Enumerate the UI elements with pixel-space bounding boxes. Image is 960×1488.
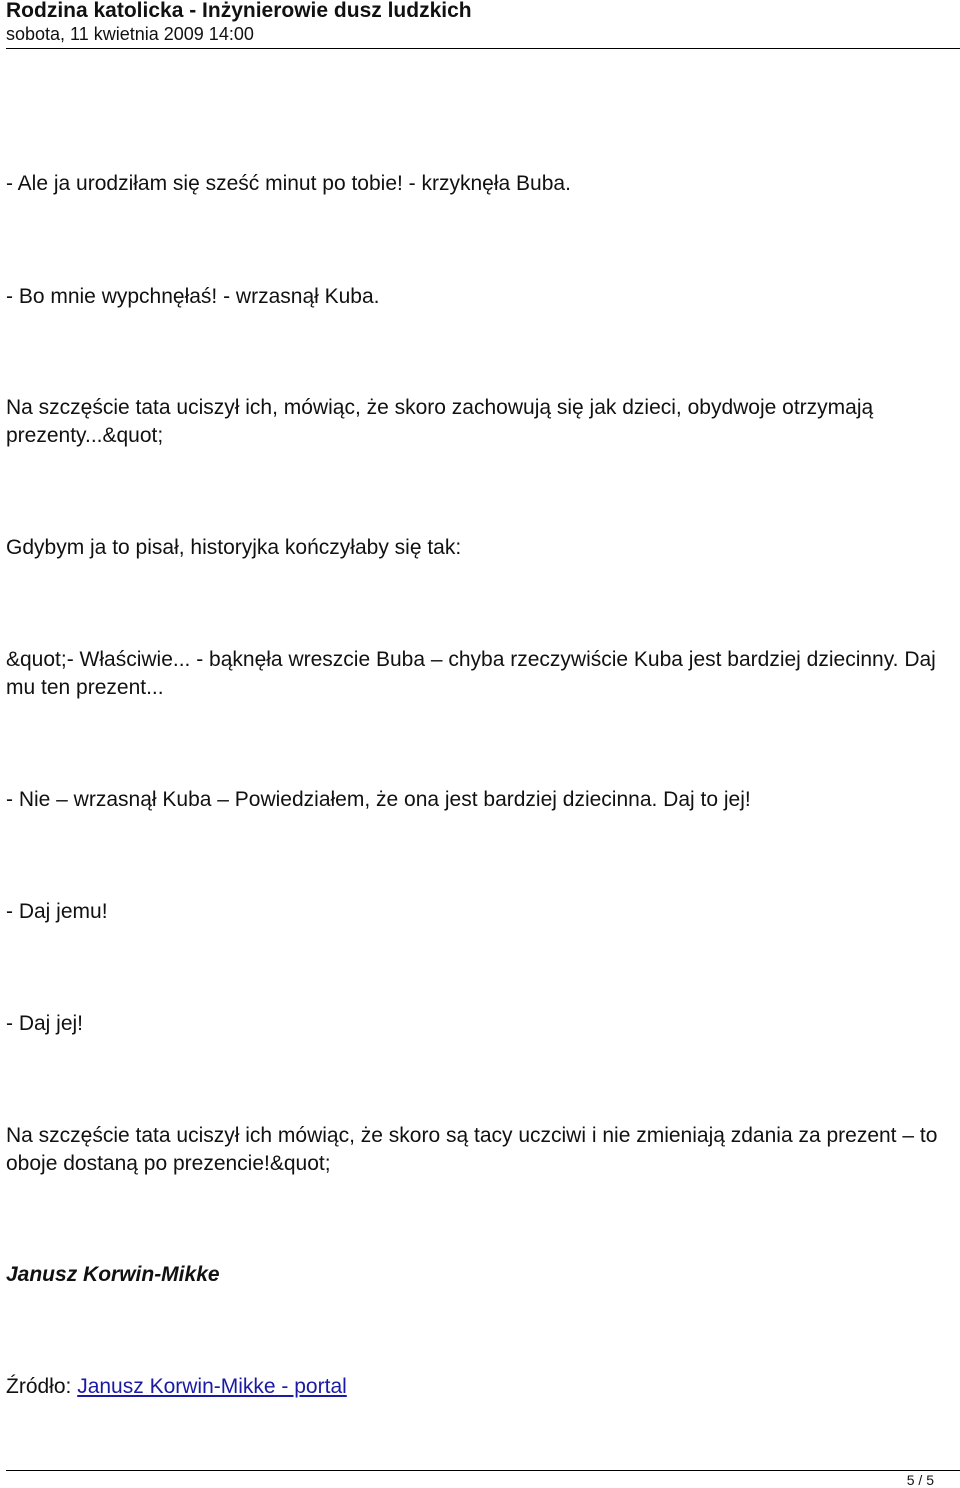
source-link[interactable]: Janusz Korwin-Mikke - portal bbox=[77, 1375, 347, 1398]
paragraph-3: Na szczęście tata uciszył ich, mówiąc, że skoro zachowują się jak dzieci, obydwoje otrzymają prezenty...&quot; bbox=[6, 396, 874, 447]
document-title: Rodzina katolicka - Inżynierowie dusz ludzkich bbox=[6, 0, 472, 22]
paragraph-2: - Bo mnie wypchnęłaś! - wrzasnął Kuba. bbox=[6, 285, 380, 308]
paragraph-5: &quot;- Właściwie... - bąknęła wreszcie Buba – chyba rzeczywiście Kuba jest bardziej dziecinny. Daj mu ten prezent... bbox=[6, 648, 936, 699]
source-label: Źródło: bbox=[6, 1375, 72, 1398]
page-number: 5 / 5 bbox=[906, 1472, 934, 1488]
source-line bbox=[6, 1373, 956, 1401]
footer-divider bbox=[6, 1470, 960, 1471]
paragraph-6: - Nie – wrzasnął Kuba – Powiedziałem, że ona jest bardziej dziecinna. Daj to jej! bbox=[6, 788, 751, 811]
document-header bbox=[6, 0, 956, 45]
header-divider bbox=[6, 48, 960, 49]
paragraph-9: Na szczęście tata uciszył ich mówiąc, że skoro są tacy uczciwi i nie zmieniają zdania za prezent – to oboje dostaną po prezencie!&quot; bbox=[6, 1124, 938, 1175]
document-date: sobota, 11 kwietnia 2009 14:00 bbox=[6, 24, 254, 44]
paragraph-7: - Daj jemu! bbox=[6, 900, 108, 923]
author-signature: Janusz Korwin-Mikke bbox=[6, 1263, 220, 1286]
paragraph-4: Gdybym ja to pisał, historyjka kończyłaby się tak: bbox=[6, 536, 462, 559]
paragraph-1: - Ale ja urodziłam się sześć minut po tobie! - krzyknęła Buba. bbox=[6, 172, 571, 195]
paragraph-8: - Daj jej! bbox=[6, 1012, 84, 1035]
